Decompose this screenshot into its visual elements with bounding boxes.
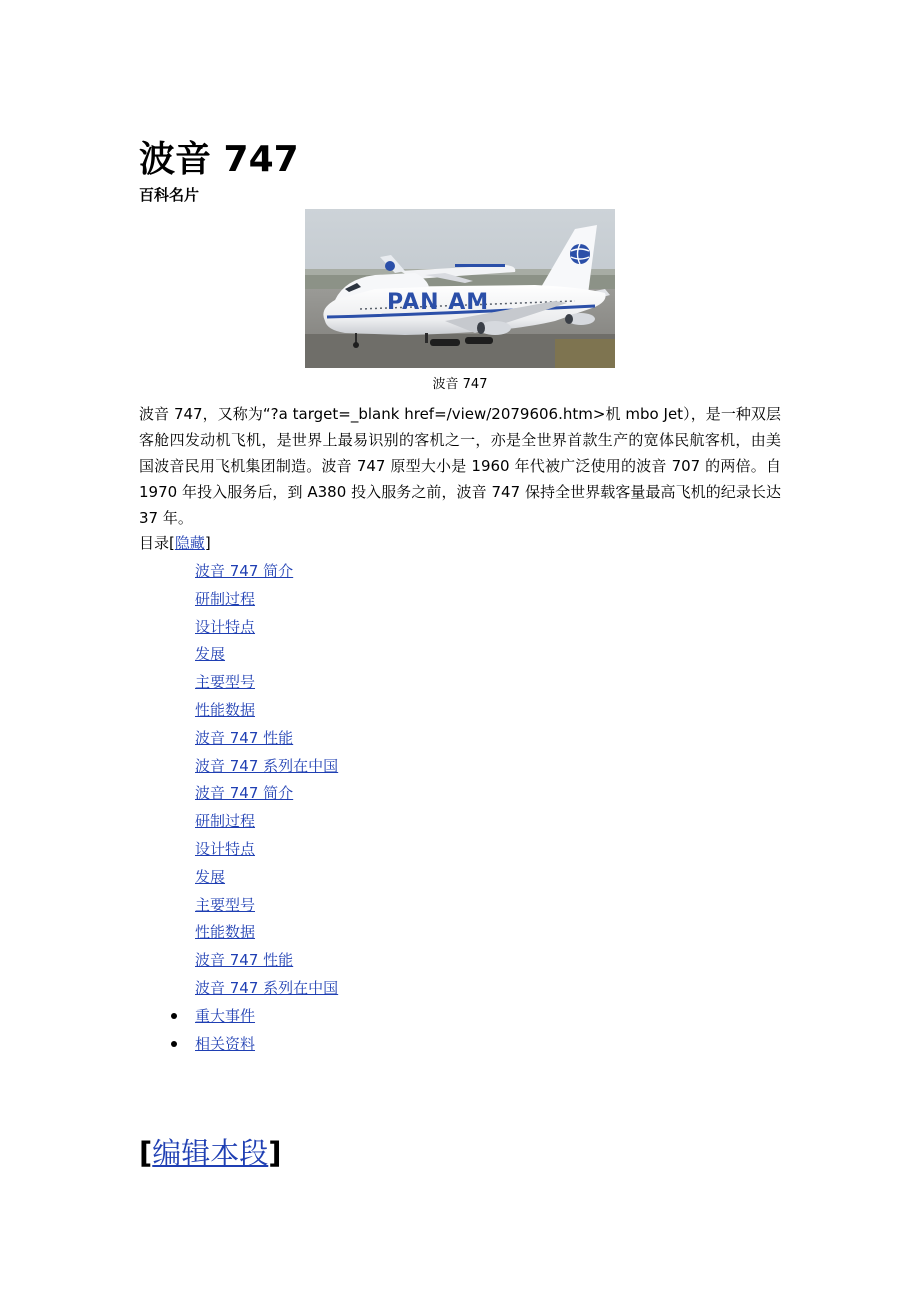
card-label: 百科名片 bbox=[139, 186, 200, 204]
toc-item-link[interactable]: 主要型号 bbox=[195, 673, 256, 692]
toc-item bbox=[195, 671, 338, 699]
page-title: 波音 747 bbox=[139, 139, 299, 181]
toc-item bbox=[195, 782, 338, 810]
toc-item bbox=[195, 921, 338, 949]
toc-label: 目录 bbox=[139, 534, 170, 552]
toc-item bbox=[195, 560, 338, 588]
edit-section-link[interactable]: 编辑本段 bbox=[152, 1136, 269, 1170]
toc-item-link[interactable]: 发展 bbox=[195, 867, 226, 886]
toc-item-link[interactable]: 波音 747 性能 bbox=[195, 951, 294, 970]
toc-item-link[interactable]: 波音 747 性能 bbox=[195, 728, 294, 747]
toc-item bbox=[195, 755, 338, 783]
toc-item-link[interactable]: 研制过程 bbox=[195, 589, 256, 608]
edit-bracket-open: [ bbox=[139, 1136, 153, 1170]
toc-item bbox=[195, 727, 338, 755]
toc-item bbox=[195, 838, 338, 866]
livery-text: PAN AM bbox=[387, 290, 490, 315]
toc-item-link[interactable]: 性能数据 bbox=[195, 700, 256, 719]
toc-item-link[interactable]: 设计特点 bbox=[195, 839, 256, 858]
toc-item-link[interactable]: 发展 bbox=[195, 645, 226, 664]
edit-bracket-close: ] bbox=[268, 1136, 282, 1170]
toc-heading bbox=[139, 532, 211, 554]
toc-item-link[interactable]: 波音 747 简介 bbox=[195, 784, 294, 803]
intro-paragraph: 波音 747，又称为“?a target=_blank href=/view/2079606.htm>机 mbo Jet），是一种双层客舱四发动机飞机，是世界上最易识别的客机之一，亦是全世界首款生产的宽体民航客机，由美国波音民用飞机集团制造。波音 747 原型大小是 1960 年代被广泛使用的波音 707 的两倍。自 1970 年投入服务后，到 A380 投入服务之前，波音 747 保持全世界载客量最高飞机的纪录长达 37 年。 bbox=[139, 405, 781, 527]
toc-item-link[interactable]: 相关资料 bbox=[195, 1034, 256, 1053]
airplane-photo bbox=[305, 209, 615, 368]
toc-item bbox=[195, 1005, 338, 1033]
toc-item-link[interactable]: 设计特点 bbox=[195, 617, 256, 636]
toc-item-link[interactable]: 主要型号 bbox=[195, 895, 256, 914]
toc-item bbox=[195, 588, 338, 616]
toc-item-link[interactable]: 性能数据 bbox=[195, 923, 256, 942]
image-caption: 波音 747 bbox=[432, 377, 488, 392]
toc-item-link[interactable]: 重大事件 bbox=[195, 1006, 256, 1025]
toc-item-link[interactable]: 波音 747 系列在中国 bbox=[195, 978, 339, 997]
toc-item bbox=[195, 894, 338, 922]
toc-item bbox=[195, 977, 338, 1005]
toc-item bbox=[195, 1033, 338, 1061]
toc-item-link[interactable]: 波音 747 系列在中国 bbox=[195, 756, 339, 775]
toc-item bbox=[195, 699, 338, 727]
toc-hide-link[interactable]: 隐藏 bbox=[174, 534, 205, 552]
toc-bracket-close: ] bbox=[204, 534, 211, 552]
toc-item bbox=[195, 616, 338, 644]
toc-bracket-open: [ bbox=[169, 534, 175, 552]
toc-item-link[interactable]: 研制过程 bbox=[195, 812, 256, 831]
pan-am-globe-icon bbox=[570, 244, 590, 264]
toc-item bbox=[195, 643, 338, 671]
toc-list bbox=[195, 560, 338, 1060]
toc-item-link[interactable]: 波音 747 简介 bbox=[195, 562, 294, 580]
toc-item bbox=[195, 810, 338, 838]
toc-item bbox=[195, 866, 338, 894]
toc-item bbox=[195, 949, 338, 977]
edit-section-heading bbox=[139, 1131, 282, 1175]
